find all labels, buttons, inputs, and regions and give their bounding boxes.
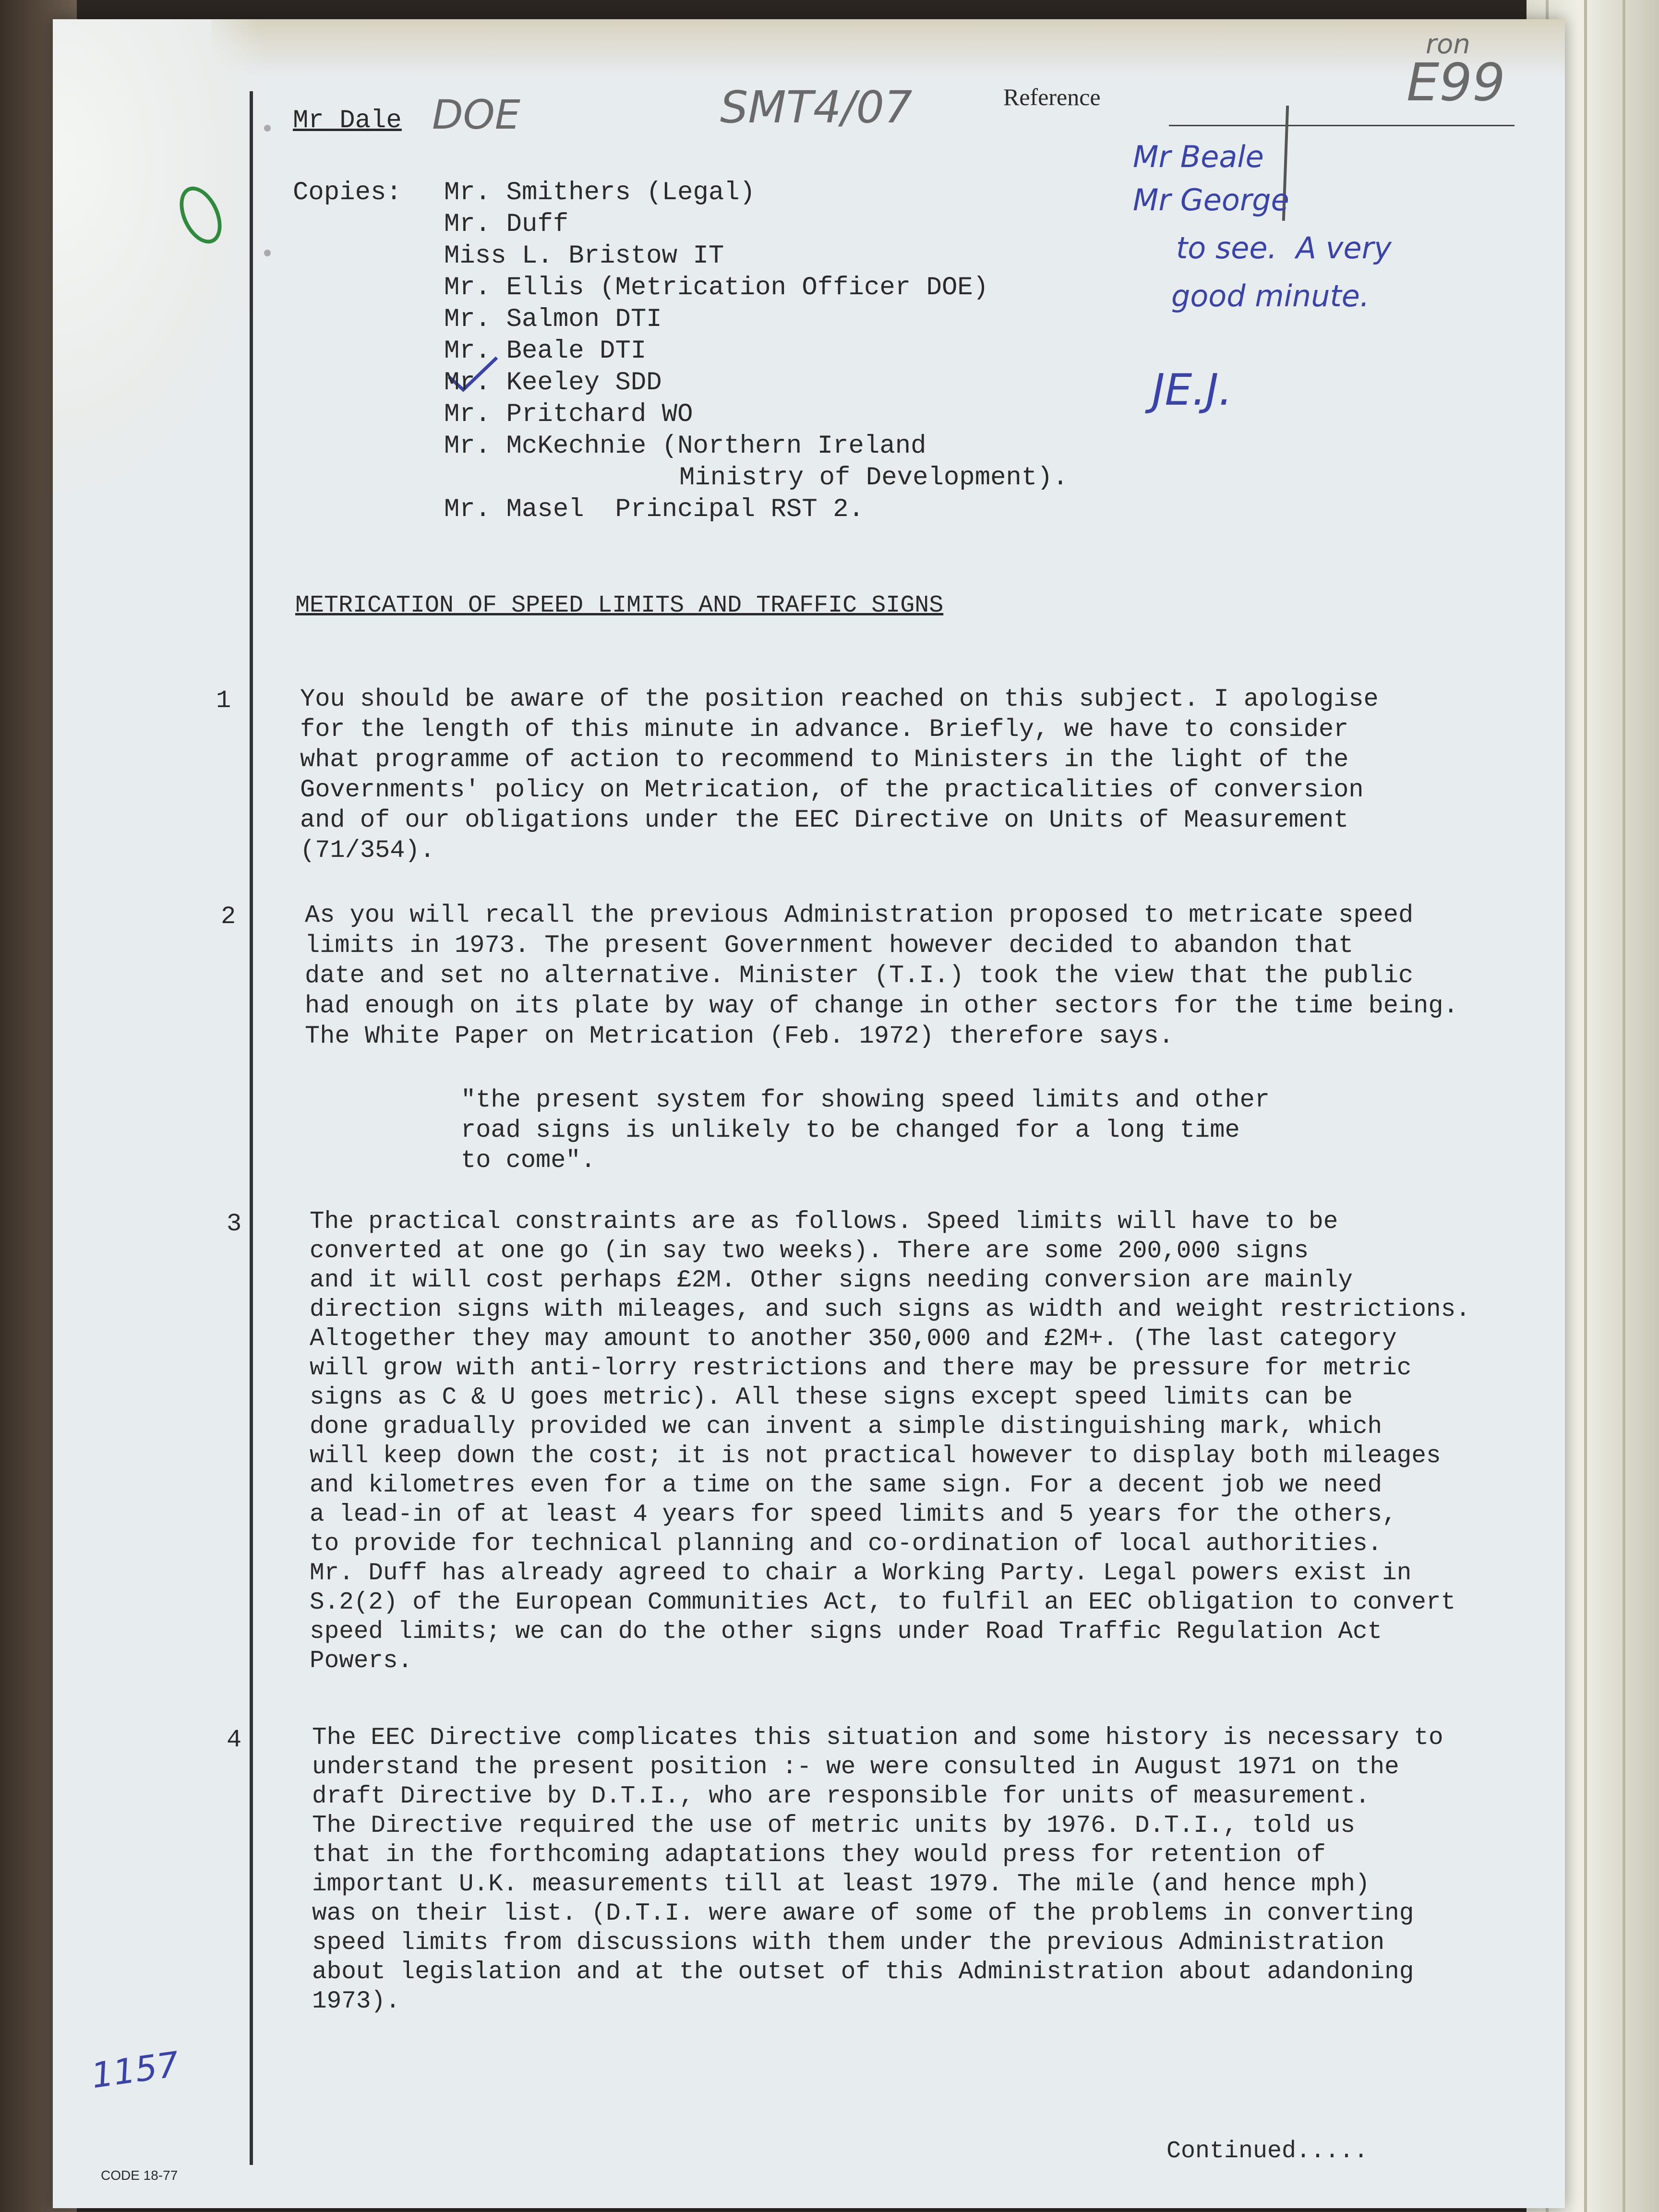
paragraph-4: The EEC Directive complicates this situation and some history is necessary to understand the present position :- we were consulted in August 1971 on the draft Directive by D.T.I., who are responsible for units of measurement. The Directive required the use of metric units by 1976. D.T.I., told us that in the forthcoming adaptations they would press for retention of important U.K. measurements till at least 1979. The mile (and hence mph) was on their list. (D.T.I. were aware of some of the problems in converting speed limits from discussions with them under the previous Administration about legislation and at the outset of this Administration about adandoning 1973). bbox=[312, 1724, 1443, 2015]
copies-label: Copies: bbox=[293, 178, 402, 207]
margin-rule bbox=[250, 91, 253, 2165]
copies-list-item: Mr. Masel Principal RST 2. bbox=[444, 495, 864, 524]
paragraph-number: 2 bbox=[221, 902, 236, 931]
reference-line bbox=[1169, 125, 1515, 126]
handwritten-reference: E99 bbox=[1407, 53, 1505, 113]
copies-list-item: Mr. Ellis (Metrication Officer DOE) bbox=[444, 273, 989, 302]
paragraph-3: The practical constraints are as follows. Speed limits will have to be converted at one go (in say two weeks). There are some 200,000 signs and it will cost perhaps £2M. Other signs needing conversion are mainly direction signs with mileages, and such signs as width and weight restrictions. Altogether they may amount to another 350,000 and £2M+. (The last category will grow with anti-lorry restrictions and there may be pressure for metric signs as C & U goes metric). All these signs except speed limits can be done gradually provided we can invent a simple distinguishing mark, which will keep down the cost; it is not practical however to display both mileages and kilometres even for a time on the same sign. For a decent job we need a lead-in of at least 4 years for speed limits and 5 years for the others, to provide for technical planning and co-ordination of local authorities. Mr. Duff has already agreed to chair a Working Party. Legal powers exist in S.2(2) of the European Communities Act, to fulfil an EEC obligation to convert speed limits; we can do the other signs under Road Traffic Regulation Act Powers. bbox=[310, 1208, 1470, 1675]
annotation-line: Mr Beale bbox=[1133, 139, 1264, 174]
copies-list-item: Mr. Duff bbox=[444, 210, 569, 239]
copies-list-item: Mr. Salmon DTI bbox=[444, 305, 662, 334]
copies-list-item: Miss L. Bristow IT bbox=[444, 241, 724, 271]
handwritten-page-number: 1157 bbox=[89, 2044, 182, 2096]
paragraph-number: 4 bbox=[227, 1726, 242, 1754]
annotation-initials: JE.J. bbox=[1152, 365, 1233, 415]
copies-list-item: Ministry of Development). bbox=[679, 463, 1069, 493]
copies-list-item: Mr. McKechnie (Northern Ireland bbox=[444, 432, 926, 461]
handwritten-file-number: SMT4/07 bbox=[720, 82, 913, 133]
annotation-line: to see. A very bbox=[1176, 230, 1392, 265]
handwritten-top: ron bbox=[1426, 29, 1470, 60]
copies-list-item: Mr. Keeley SDD bbox=[444, 368, 662, 397]
page-curl bbox=[53, 19, 274, 499]
paragraph-1: You should be aware of the position reached on this subject. I apologise for the length of this minute in advance. Briefly, we have to consider what programme of action to recommend to Ministers in the light of the Governments' policy on Metrication, of the practicalities of conversion and of our obligations under the EEC Directive on Units of Measurement (71/354). bbox=[300, 685, 1379, 865]
document-title: METRICATION OF SPEED LIMITS AND TRAFFIC SIGNS bbox=[295, 592, 944, 619]
paragraph-2-quote: "the present system for showing speed limits and other road signs is unlikely to be changed for a long time to come". bbox=[461, 1086, 1270, 1175]
annotation-line: Mr George bbox=[1133, 182, 1289, 217]
copies-list-item: Mr. Smithers (Legal) bbox=[444, 178, 756, 207]
form-code: CODE 18-77 bbox=[101, 2168, 178, 2183]
continued-label: Continued..... bbox=[1166, 2138, 1369, 2165]
copies-list-item: Mr. Beale DTI bbox=[444, 337, 647, 366]
reference-label: Reference bbox=[1003, 84, 1101, 110]
addressee: Mr Dale bbox=[293, 106, 402, 135]
paragraph-number: 3 bbox=[227, 1210, 242, 1238]
copies-list-item: Mr. Pritchard WO bbox=[444, 400, 693, 429]
document-page bbox=[53, 19, 1565, 2208]
handwritten-doe: DOE bbox=[432, 91, 520, 138]
paragraph-number: 1 bbox=[216, 686, 231, 715]
paragraph-2: As you will recall the previous Administration proposed to metricate speed limits in 1973. The present Government however decided to abandon that date and set no alternative. Minister (T.I.) took the view that the public had enough on its plate by way of change in other sectors for the time being. The White Paper on Metrication (Feb. 1972) therefore says. bbox=[305, 901, 1458, 1050]
annotation-line: good minute. bbox=[1171, 278, 1370, 313]
